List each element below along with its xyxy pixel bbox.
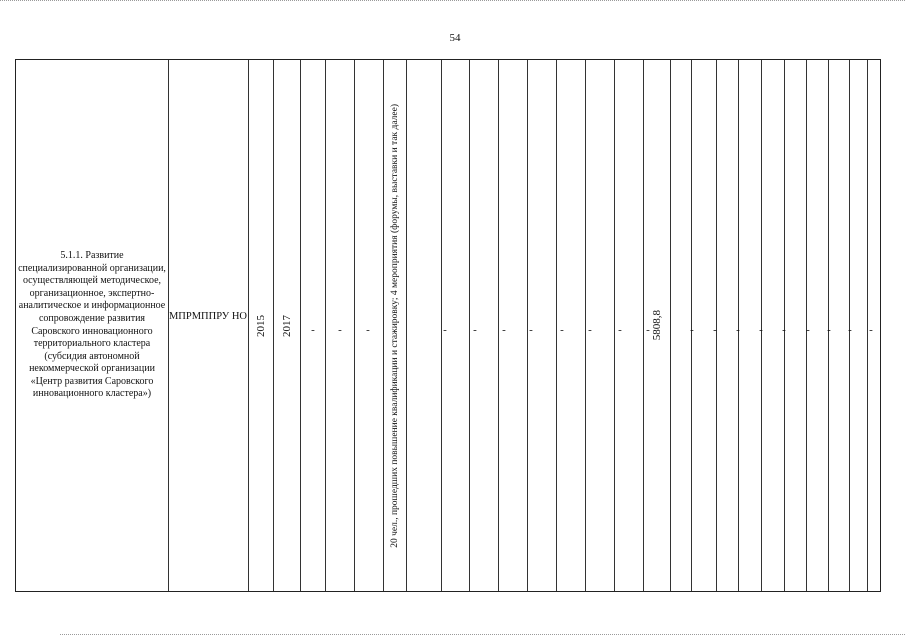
indicator-cell xyxy=(383,60,406,591)
empty-cell-dash: - xyxy=(759,324,763,336)
scan-border-bottom xyxy=(60,634,905,636)
empty-cell-dash: - xyxy=(366,324,370,336)
empty-cell-dash: - xyxy=(618,324,622,336)
empty-cell-dash: - xyxy=(848,324,852,336)
year-start: 2015 xyxy=(254,314,267,337)
empty-cell-dash: - xyxy=(311,324,315,336)
empty-cell-dash: - xyxy=(736,324,740,336)
empty-cell-dash: - xyxy=(869,324,873,336)
column-divider xyxy=(168,60,169,591)
measure-description: 5.1.1. Развитие специализированной организации, осуществляющей методическое, организационное, экспертно-аналитическое и информационное сопровождение развития Саровского инновационного территориального кластера (субсидия автономной некоммерческой организации «Центр развития Саровского инновационного кластера») xyxy=(18,249,166,400)
column-divider xyxy=(406,60,407,591)
empty-cell-dash: - xyxy=(473,324,477,336)
empty-cell-dash: - xyxy=(782,324,786,336)
empty-cell-dash: - xyxy=(690,324,694,336)
empty-cell-dash: - xyxy=(529,324,533,336)
indicator-text: 20 чел., прошедших повышение квалификации и стажировку; 4 мероприятия (форумы, выставки и так далее) xyxy=(389,103,400,548)
page-number: 54 xyxy=(449,32,461,44)
amount-cell xyxy=(643,60,670,591)
year-end-cell xyxy=(273,60,300,591)
empty-cell-dash: - xyxy=(646,324,650,336)
empty-cell-dash: - xyxy=(713,324,717,336)
empty-cell-dash: - xyxy=(806,324,810,336)
empty-cell-dash: - xyxy=(588,324,592,336)
column-divider xyxy=(354,60,355,591)
amount-value: 5808,8 xyxy=(650,310,663,341)
executor-cell: МПРМППРУ НО xyxy=(168,311,248,322)
column-divider xyxy=(670,60,671,591)
empty-cell-dash: - xyxy=(502,324,506,336)
empty-cell-dash: - xyxy=(560,324,564,336)
column-divider xyxy=(325,60,326,591)
scan-border-top xyxy=(0,0,905,4)
column-divider xyxy=(300,60,301,591)
empty-cell-dash: - xyxy=(827,324,831,336)
empty-cell-dash: - xyxy=(338,324,342,336)
year-end: 2017 xyxy=(280,314,293,337)
empty-cell-dash: - xyxy=(443,324,447,336)
year-start-cell xyxy=(248,60,273,591)
program-table xyxy=(15,59,881,592)
